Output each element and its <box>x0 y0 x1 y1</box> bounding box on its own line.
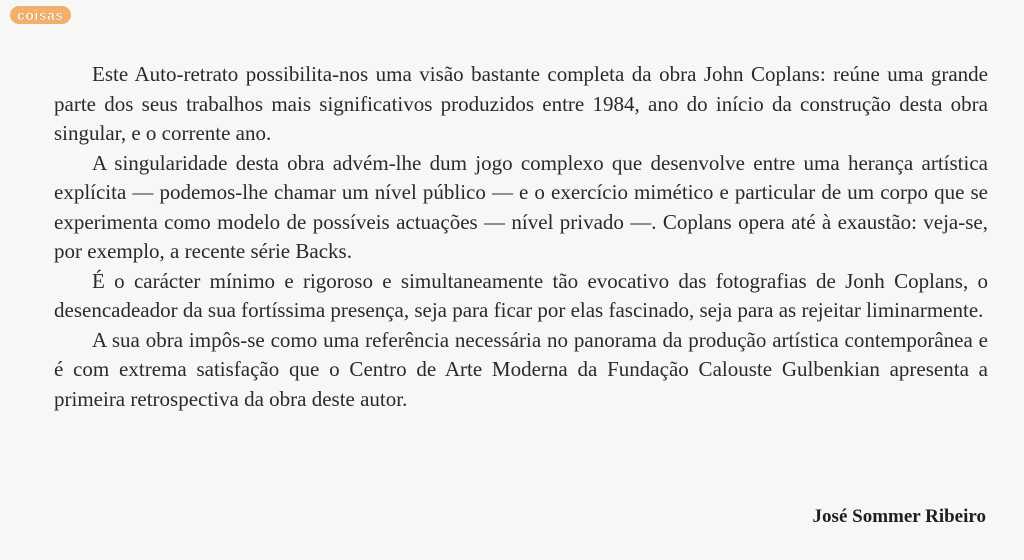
paragraph-1: Este Auto-retrato possibilita-nos uma visão bastante completa da obra John Coplans: reúne uma grande parte dos seus trabalhos mais significativos produzidos entre 1984, ano do início da construção desta obra singular, e o corrente ano. <box>54 62 988 145</box>
paragraph-3: É o carácter mínimo e rigoroso e simultaneamente tão evocativo das fotografias de Jonh Coplans, o desencadeador da sua fortíssima presença, seja para ficar por elas fascinado, seja para as rejeitar liminarmente. <box>54 268 988 322</box>
body-text <box>54 60 988 414</box>
paragraph-2: A singularidade desta obra advém-lhe dum jogo complexo que desenvolve entre uma herança artística explícita — podemos-lhe chamar um nível público — e o exercício mimético e particular de um corpo que se experimenta como modelo de possíveis actuações — nível privado —. Coplans opera até à exaustão: veja-se, por exemplo, a recente série Backs. <box>54 150 988 263</box>
paragraph-4: A sua obra impôs-se como uma referência necessária no panorama da produção artística contemporânea e é com extrema satisfação que o Centro de Arte Moderna da Fundação Calouste Gulbenkian apresenta a primeira retrospectiva da obra deste autor. <box>54 327 988 411</box>
author-signature: José Sommer Ribeiro <box>812 506 986 527</box>
coisas-badge: coisas <box>10 6 71 24</box>
